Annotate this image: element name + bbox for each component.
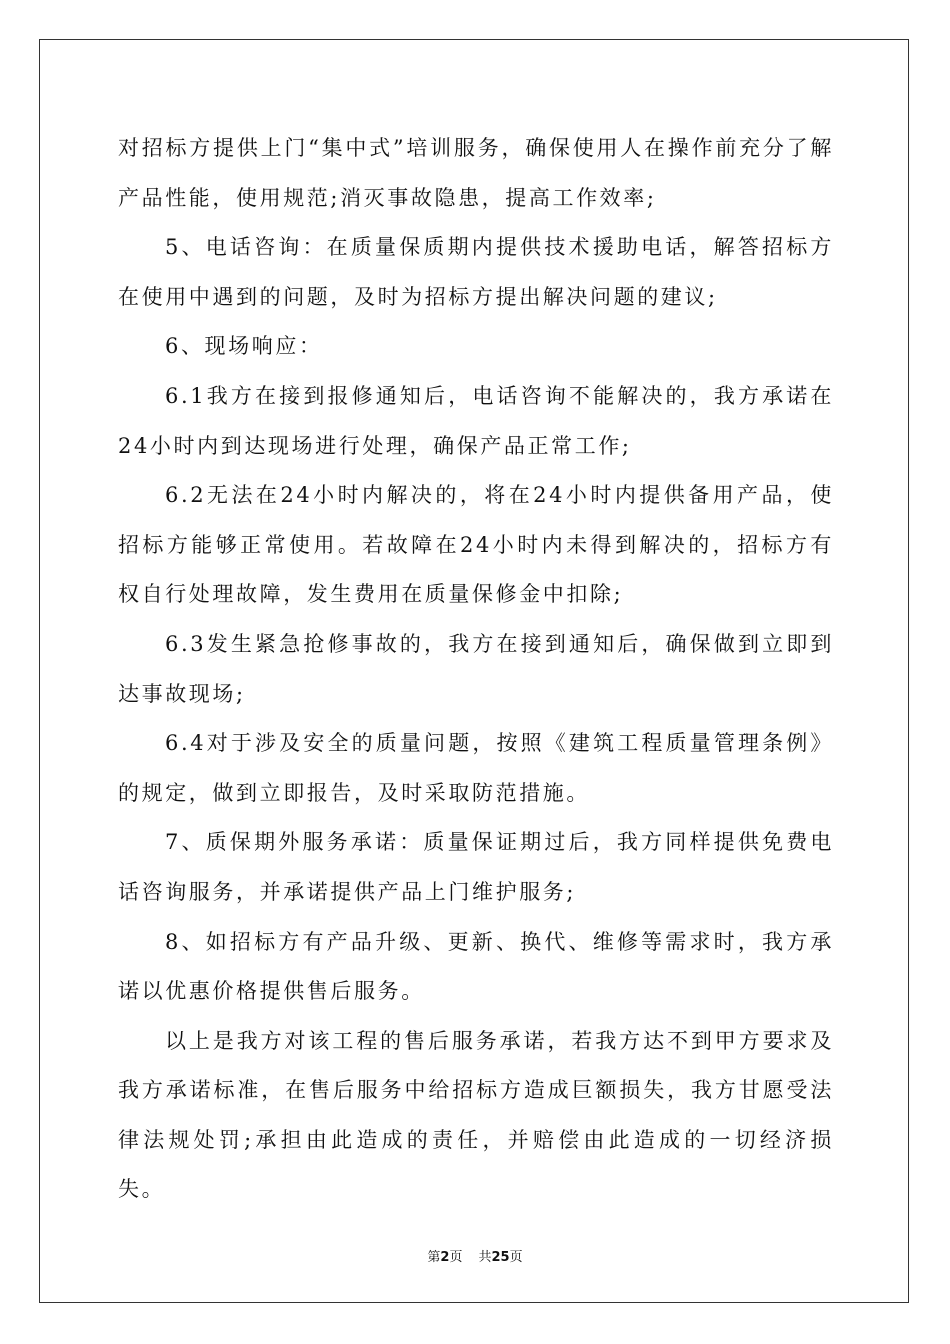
page-suffix: 页 [449, 1250, 463, 1265]
paragraph-training: 对招标方提供上门“集中式”培训服务，确保使用人在操作前充分了解产品性能，使用规范;消灭事故隐患，提高工作效率; [118, 136, 834, 210]
document-body [118, 124, 834, 1215]
paragraph-6-2: 6.2无法在24小时内解决的，将在24小时内提供备用产品，使招标方能够正常使用。若故障在24小时内未得到解决的，招标方有权自行处理故障，发生费用在质量保修金中扣除; [118, 483, 834, 607]
page-number: 2 [440, 1250, 450, 1265]
paragraph-6-3: 6.3发生紧急抢修事故的，我方在接到通知后，确保做到立即到达事故现场; [118, 631, 834, 706]
paragraph-upgrade: 8、如招标方有产品升级、更新、换代、维修等需求时，我方承诺以优惠价格提供售后服务。 [118, 929, 834, 1004]
paragraph-onsite-response: 6、现场响应： [165, 334, 323, 359]
paragraph-phone-consult: 5、电话咨询：在质量保质期内提供技术援助电话，解答招标方在使用中遇到的问题，及时为招标方提出解决问题的建议; [118, 235, 834, 309]
page-footer [0, 1246, 950, 1265]
total-prefix: 共 [478, 1250, 492, 1265]
total-pages: 25 [491, 1250, 510, 1265]
paragraph-conclusion: 以上是我方对该工程的售后服务承诺，若我方达不到甲方要求及我方承诺标准，在售后服务中给招标方造成巨额损失，我方甘愿受法律法规处罚;承担由此造成的责任，并赔偿由此造成的一切经济损失。 [118, 1028, 834, 1202]
paragraph-post-warranty: 7、质保期外服务承诺：质量保证期过后，我方同样提供免费电话咨询服务，并承诺提供产品上门维护服务; [118, 830, 834, 904]
page-prefix: 第 [427, 1250, 441, 1265]
paragraph-6-4: 6.4对于涉及安全的质量问题，按照《建筑工程质量管理条例》的规定，做到立即报告，及时采取防范措施。 [118, 731, 834, 805]
paragraph-6-1: 6.1我方在接到报修通知后，电话咨询不能解决的，我方承诺在24小时内到达现场进行处理，确保产品正常工作; [118, 383, 834, 458]
total-suffix: 页 [509, 1250, 523, 1265]
